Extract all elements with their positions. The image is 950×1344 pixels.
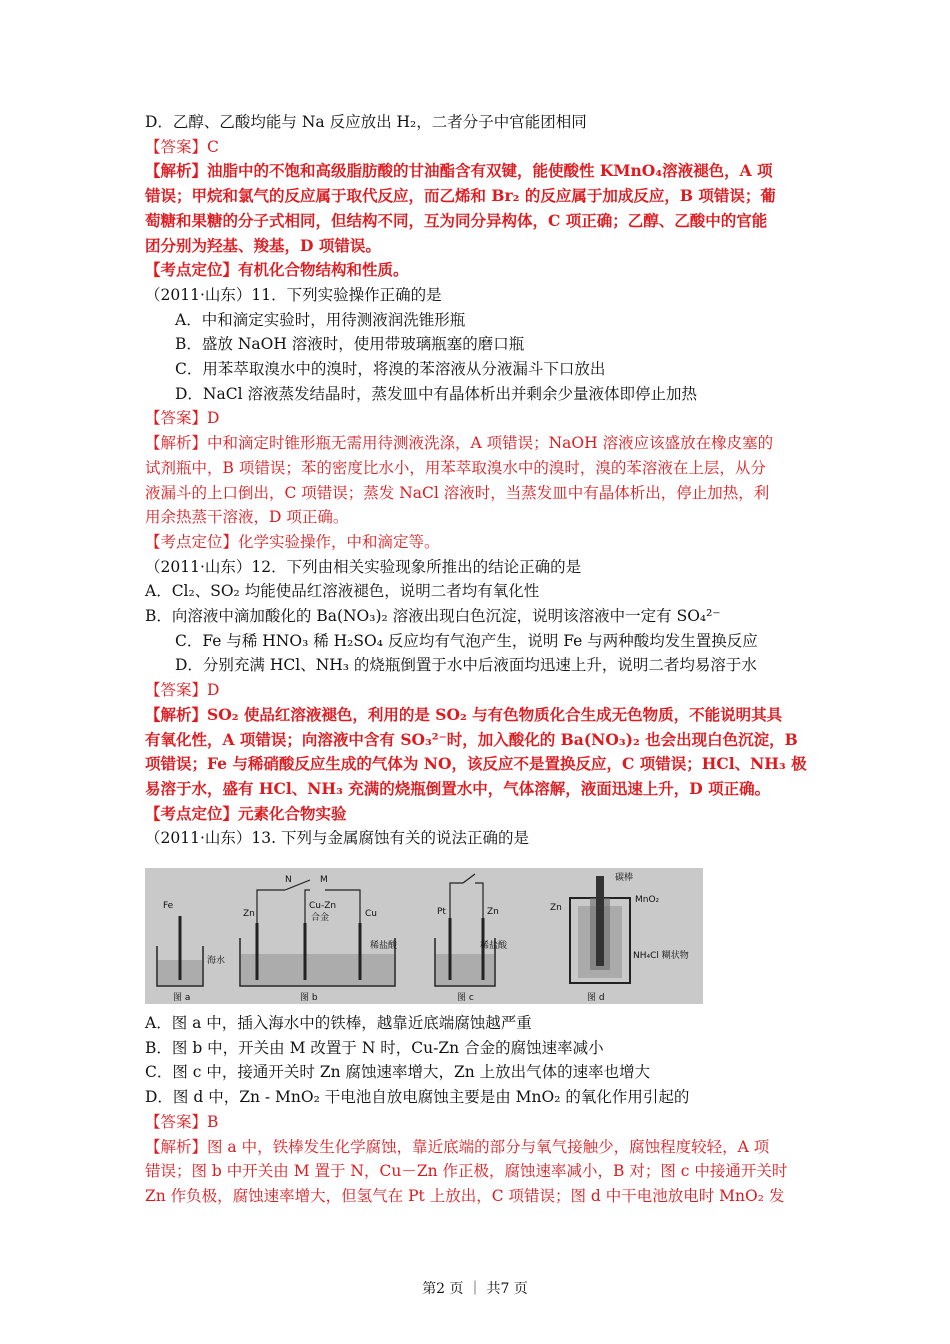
q13-content: [145, 1011, 825, 1209]
label-cu: Cu: [365, 909, 377, 919]
q11-answer: 【答案】D: [145, 409, 220, 428]
q13-option-a: A．图 a 中，插入海水中的铁棒，越靠近底端腐蚀越严重: [145, 1014, 532, 1032]
q12-analysis-3: 项错误；Fe 与稀硝酸反应生成的气体为 NO，该反应不是置换反应，C 项错误；HCl、NH₃ 极: [145, 754, 807, 774]
label-carbon: 碳棒: [615, 873, 634, 883]
q12-option-c: C．Fe 与稀 HNO₃ 稀 H₂SO₄ 反应均有气泡产生，说明 Fe 与两种酸均发生置换反应: [175, 631, 758, 650]
q13-analysis-3: Zn 作负极，腐蚀速率增大，但氢气在 Pt 上放出，C 项错误；图 d 中干电池放电时 MnO₂ 发: [145, 1186, 785, 1205]
figure-a: [157, 901, 225, 1003]
q11-analysis-1: 【解析】中和滴定时锥形瓶无需用待测液洗涤，A 项错误；NaOH 溶液应该盛放在橡皮塞的: [145, 434, 774, 453]
label-zn-c: Zn: [487, 907, 499, 917]
label-m: M: [320, 875, 328, 885]
label-fig-d: 图 d: [587, 993, 605, 1003]
q12-option-a: A．Cl₂、SO₂ 均能使品红溶液褪色，说明二者均有氧化性: [145, 582, 540, 601]
q11-option-d: D．NaCl 溶液蒸发结晶时，蒸发皿中有晶体析出并剩余少量液体即停止加热: [175, 384, 697, 403]
q13-answer: 【答案】B: [145, 1112, 219, 1131]
q10-analysis-4: 团分别为羟基、羧基，D 项错误。: [145, 235, 381, 255]
q12-point: 【考点定位】元素化合物实验: [145, 803, 347, 823]
q12-stem: （2011·山东）12．下列由相关实验现象所推出的结论正确的是: [145, 557, 582, 576]
corrosion-figure: [145, 868, 703, 1004]
q11-analysis-2: 试剂瓶中，B 项错误；苯的密度比水小，用苯萃取溴水中的溴时，溴的苯溶液在上层，从分: [145, 458, 766, 477]
q12-analysis-2: 有氧化性，A 项错误；向溶液中含有 SO₃²⁻时，加入酸化的 Ba(NO₃)₂ 也会出现白色沉淀，B: [145, 729, 798, 749]
label-mno2: MnO₂: [635, 895, 660, 905]
q11-stem: （2011·山东）11．下列实验操作正确的是: [145, 285, 442, 304]
figure-b: [240, 875, 398, 1003]
q10-option-d: D．乙醇、乙酸均能与 Na 反应放出 H₂，二者分子中官能团相同: [145, 113, 587, 131]
label-zn-d: Zn: [550, 903, 562, 913]
label-fe: Fe: [163, 901, 174, 911]
q11-option-c: C．用苯萃取溴水中的溴时，将溴的苯溶液从分液漏斗下口放出: [175, 360, 606, 379]
label-zn-b: Zn: [243, 909, 255, 919]
q13-option-c: C．图 c 中，接通开关时 Zn 腐蚀速率增大，Zn 上放出气体的速率也增大: [145, 1063, 651, 1082]
q11-option-a: A．中和滴定实验时，用待测液润洗锥形瓶: [175, 310, 466, 329]
label-fig-b: 图 b: [300, 993, 318, 1003]
q13-option-d: D．图 d 中，Zn - MnO₂ 干电池自放电腐蚀主要是由 MnO₂ 的氧化作用引起的: [145, 1088, 690, 1107]
q13-analysis-2: 错误；图 b 中开关由 M 置于 N，Cu－Zn 作正极，腐蚀速率减小，B 对；图 c 中接通开关时: [145, 1162, 788, 1181]
label-pt: Pt: [437, 907, 446, 917]
figure-c: [435, 874, 508, 1003]
q10-analysis-3: 萄糖和果糖的分子式相同，但结构不同，互为同分异构体，C 项正确；乙醇、乙酸中的官能: [145, 210, 768, 230]
q11-option-b: B．盛放 NaOH 溶液时，使用带玻璃瓶塞的磨口瓶: [175, 335, 525, 354]
figure-d: [550, 871, 689, 1003]
page-footer: 第2 页 ｜ 共7 页: [422, 1281, 528, 1297]
q13-stem: （2011·山东）13. 下列与金属腐蚀有关的说法正确的是: [145, 829, 529, 848]
q10-analysis-1: 【解析】油脂中的不饱和高级脂肪酸的甘油酯含有双键，能使酸性 KMnO₄溶液褪色，A 项: [145, 161, 773, 181]
q12-answer: 【答案】D: [145, 681, 220, 700]
page-content: [145, 110, 825, 851]
q13-option-b: B．图 b 中，开关由 M 改置于 N 时，Cu-Zn 合金的腐蚀速率减小: [145, 1038, 604, 1057]
q10-answer: 【答案】C: [145, 137, 219, 156]
q11-analysis-4: 用余热蒸干溶液，D 项正确。: [145, 508, 349, 527]
label-hcl-b: 稀盐酸: [370, 941, 398, 951]
label-fig-c: 图 c: [457, 993, 474, 1003]
q10-point: 【考点定位】有机化合物结构和性质。: [145, 260, 409, 280]
q12-analysis-1: 【解析】SO₂ 使品红溶液褪色，利用的是 SO₂ 与有色物质化合生成无色物质，不能说明其具: [145, 704, 783, 724]
label-hcl-c: 稀盐酸: [480, 941, 508, 951]
q11-point: 【考点定位】化学实验操作，中和滴定等。: [145, 532, 440, 551]
q11-analysis-3: 液漏斗的上口倒出，C 项错误；蒸发 NaCl 溶液时，当蒸发皿中有晶体析出，停止加热，利: [145, 483, 770, 502]
label-n: N: [285, 875, 292, 885]
label-cuzn: Cu-Zn: [309, 901, 337, 911]
label-seawater: 海水: [207, 956, 226, 966]
q12-analysis-4: 易溶于水，盛有 HCl、NH₃ 充满的烧瓶倒置水中，气体溶解，液面迅速上升，D 项正确。: [145, 778, 771, 798]
q12-option-d: D．分别充满 HCl、NH₃ 的烧瓶倒置于水中后液面均迅速上升，说明二者均易溶于水: [175, 656, 757, 675]
q13-analysis-1: 【解析】图 a 中，铁棒发生化学腐蚀，靠近底端的部分与氧气接触少，腐蚀程度较轻，A 项: [145, 1137, 770, 1156]
q10-analysis-2: 错误；甲烷和氯气的反应属于取代反应，而乙烯和 Br₂ 的反应属于加成反应，B 项错误；葡: [145, 186, 776, 206]
q12-option-b: B．向溶液中滴加酸化的 Ba(NO₃)₂ 溶液出现白色沉淀，说明该溶液中一定有 SO₄²⁻: [145, 607, 721, 626]
label-nh4cl: NH₄Cl 糊状物: [633, 951, 689, 961]
label-alloy: 合金: [311, 913, 330, 923]
label-fig-a: 图 a: [173, 993, 191, 1003]
